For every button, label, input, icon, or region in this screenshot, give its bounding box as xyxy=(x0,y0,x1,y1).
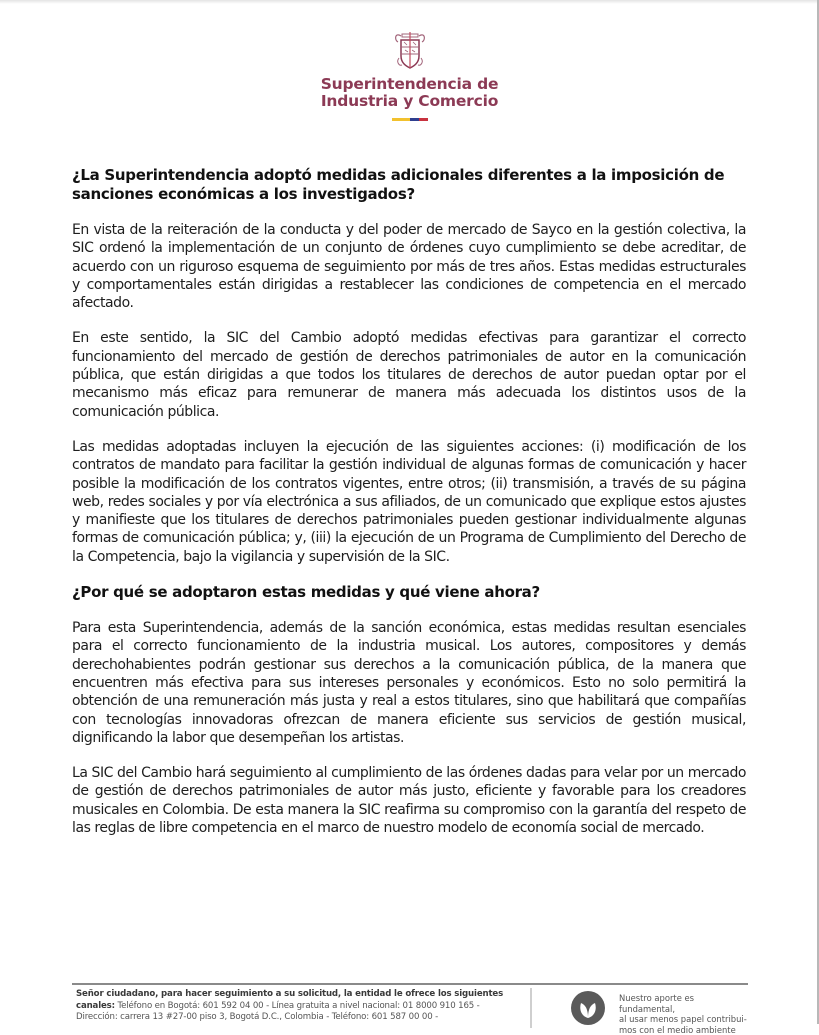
section-heading: ¿Por qué se adoptaron estas medidas y qué viene ahora? xyxy=(72,583,746,602)
section-additional-measures xyxy=(72,166,746,566)
footer-rule xyxy=(72,983,748,985)
paragraph: La SIC del Cambio hará seguimiento al cumplimiento de las órdenes dadas para velar por un mercado de gestión de derechos patrimoniales de autor más justo, eficiente y favorable para los creadores musicales en Colombia. De esta manera la SIC reafirma su compromiso con la garantía del respeto de las reglas de libre competencia en el marco de nuestro modelo de economía social de mercado. xyxy=(72,764,746,837)
footer-eco-message xyxy=(619,993,749,1035)
eco-line: Nuestro aporte es fundamental, xyxy=(619,993,749,1014)
leaf-icon xyxy=(570,990,606,1026)
paragraph: Para esta Superintendencia, además de la sanción económica, estas medidas resultan esenciales para el correcto funcionamiento de la industria musical. Los autores, compositores y demás derechohabientes podrán gestionar sus derechos a la comunicación pública, de la manera que encuentren más efectiva para sus intereses personales y económicos. Esto no solo permitirá la obtención de una remuneración más justa y real a estos titulares, sino que habilitará que compañías con tecnologías innovadoras ofrezcan de manera eficiente sus servicios de gestión musical, dignificando la labor que desempeñan los artistas. xyxy=(72,619,746,747)
footer-channels: Teléfono en Bogotá: 601 592 04 00 - Línea gratuita a nivel nacional: 01 8000 910 165 - xyxy=(115,1001,480,1011)
eco-line: mos con el medio ambiente xyxy=(619,1025,749,1035)
letterhead xyxy=(0,28,819,121)
colombia-flag-bar xyxy=(0,118,819,121)
paragraph: Las medidas adoptadas incluyen la ejecución de las siguientes acciones: (i) modificación de los contratos de mandato para facilitar la gestión individual de algunas formas de comunicación y hacer posible la modificación de los contratos vigentes, entre otros; (ii) transmisión, a través de su página web, redes sociales y por vía electrónica a sus afiliados, de un comunicado que explique estos ajustes y manifieste que los titulares de derechos patrimoniales pueden gestionar individualmente algunas formas de comunicación pública; y, (iii) la ejecución de un Programa de Cumplimiento del Derecho de la Competencia, bajo la vigilancia y supervisión de la SIC. xyxy=(72,438,746,566)
document-body xyxy=(72,166,746,854)
footer-contact xyxy=(76,989,516,1024)
footer-address: Dirección: carrera 13 #27-00 piso 3, Bogotá D.C., Colombia - Teléfono: 601 587 00 00 - xyxy=(76,1012,438,1022)
footer-intro: Señor ciudadano, para hacer seguimiento a su solicitud, la entidad le ofrece los siguientes canales: xyxy=(76,989,503,1011)
org-name-line1: Superintendencia de xyxy=(0,76,819,93)
coat-of-arms-icon xyxy=(393,28,427,72)
section-heading: ¿La Superintendencia adoptó medidas adicionales diferentes a la imposición de sanciones económicas a los investigados? xyxy=(72,166,746,204)
footer-divider xyxy=(530,988,532,1028)
paragraph: En vista de la reiteración de la conducta y del poder de mercado de Sayco en la gestión colectiva, la SIC ordenó la implementación de un conjunto de órdenes cuyo cumplimiento se debe acreditar, de acuerdo con un riguroso esquema de seguimiento por más de tres años. Estas medidas estructurales y comportamentales están dirigidas a restablecer las condiciones de competencia en el mercado afectado. xyxy=(72,221,746,312)
flag-blue xyxy=(410,118,419,121)
section-why-measures xyxy=(72,583,746,837)
eco-line: al usar menos papel contribui- xyxy=(619,1014,749,1025)
paragraph: En este sentido, la SIC del Cambio adoptó medidas efectivas para garantizar el correcto funcionamiento del mercado de gestión de derechos patrimoniales de autor en la comunicación pública, que están dirigidas a que todos los titulares de derechos de autor puedan optar por el mecanismo más eficaz para remunerar de manera más adecuada los distintos usos de la comunicación pública. xyxy=(72,329,746,420)
org-name-line2: Industria y Comercio xyxy=(0,93,819,110)
top-shade xyxy=(0,0,819,4)
flag-yellow xyxy=(392,118,410,121)
flag-red xyxy=(419,118,428,121)
